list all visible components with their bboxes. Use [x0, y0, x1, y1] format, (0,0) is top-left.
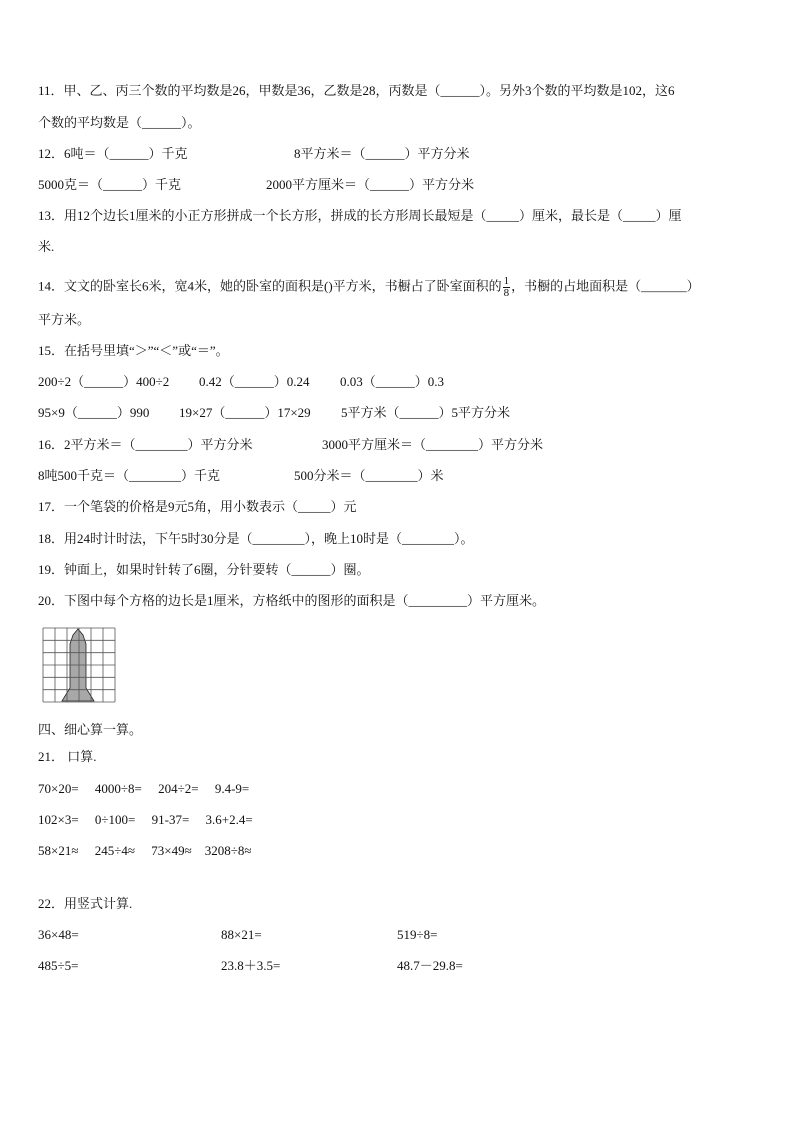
q20: 20．下图中每个方格的边长是1厘米，方格纸中的图形的面积是（_________）平方厘米。 — [38, 593, 546, 608]
section-4-heading: 四、细心算一算。 — [38, 722, 143, 737]
q14-line2: 平方米。 — [38, 312, 91, 327]
q14-text-after: ，书橱的占地面积是（_______） — [511, 278, 700, 294]
q15-row2-item3: 5平方米（______）5平方分米 — [341, 405, 511, 420]
q11-line2: 个数的平均数是（______）。 — [38, 115, 201, 130]
q21-row2: 102×3= 0÷100= 91-37= 3.6+2.4= — [38, 812, 253, 827]
q15-row2-item1: 95×9（______）990 — [38, 405, 150, 420]
q22-row1-item1: 36×48= — [38, 927, 79, 942]
fraction-one-eighth — [503, 276, 511, 299]
fraction-denominator: 8 — [503, 287, 510, 299]
q22-row2-item1: 485÷5= — [38, 958, 79, 973]
grid-figure — [42, 626, 116, 704]
q15-title: 15．在括号里填“＞”“＜”或“＝”。 — [38, 343, 229, 358]
fraction-numerator: 1 — [503, 275, 510, 287]
q21-row3: 58×21≈ 245÷4≈ 73×49≈ 3208÷8≈ — [38, 843, 252, 858]
q14-line1 — [38, 276, 700, 299]
q15-row1-item2: 0.42（______）0.24 — [199, 374, 310, 389]
q22-title: 22．用竖式计算. — [38, 896, 133, 911]
q16-b: 3000平方厘米＝（________）平方分米 — [322, 437, 544, 452]
q21-title: 21． 口算. — [38, 749, 97, 764]
q15-row1-item1: 200÷2（______）400÷2 — [38, 374, 170, 389]
q22-row1-item2: 88×21= — [221, 927, 262, 942]
q15-row1-item3: 0.03（______）0.3 — [340, 374, 445, 389]
q14-text-before: 14．文文的卧室长6米，宽4米，她的卧室的面积是()平方米，书橱占了卧室面积的 — [38, 278, 502, 294]
q16-d: 500分米＝（________）米 — [294, 468, 444, 483]
q13-line1: 13．用12个边长1厘米的小正方形拼成一个长方形，拼成的长方形周长最短是（_____）厘米，最长是（_____）厘 — [38, 208, 682, 223]
grid-lines — [43, 628, 115, 702]
q18: 18．用24时计时法，下午5时30分是（________），晚上10时是（________）。 — [38, 531, 474, 546]
q22-row2-item2: 23.8＋3.5= — [221, 958, 281, 973]
q22-row2-item3: 48.7－29.8= — [397, 958, 463, 973]
q12-a: 12．6吨＝（______）千克 — [38, 146, 188, 161]
q12-c: 5000克＝（______）千克 — [38, 177, 182, 192]
q12-b: 8平方米＝（______）平方分米 — [294, 146, 470, 161]
q15-row2-item2: 19×27（______）17×29 — [179, 405, 311, 420]
q16-a: 16．2平方米＝（________）平方分米 — [38, 437, 253, 452]
q13-line2: 米. — [38, 239, 55, 254]
q19: 19．钟面上，如果时针转了6圈，分针要转（______）圈。 — [38, 562, 370, 577]
q11-line1: 11．甲、乙、丙三个数的平均数是26，甲数是36，乙数是28，丙数是（______）。另外3个数的平均数是102，这6 — [38, 83, 675, 98]
q12-d: 2000平方厘米＝（______）平方分米 — [266, 177, 475, 192]
q21-row1: 70×20= 4000÷8= 204÷2= 9.4-9= — [38, 781, 250, 796]
q22-row1-item3: 519÷8= — [397, 927, 438, 942]
q17: 17．一个笔袋的价格是9元5角，用小数表示（_____）元 — [38, 499, 357, 514]
q16-c: 8吨500千克＝（________）千克 — [38, 468, 221, 483]
